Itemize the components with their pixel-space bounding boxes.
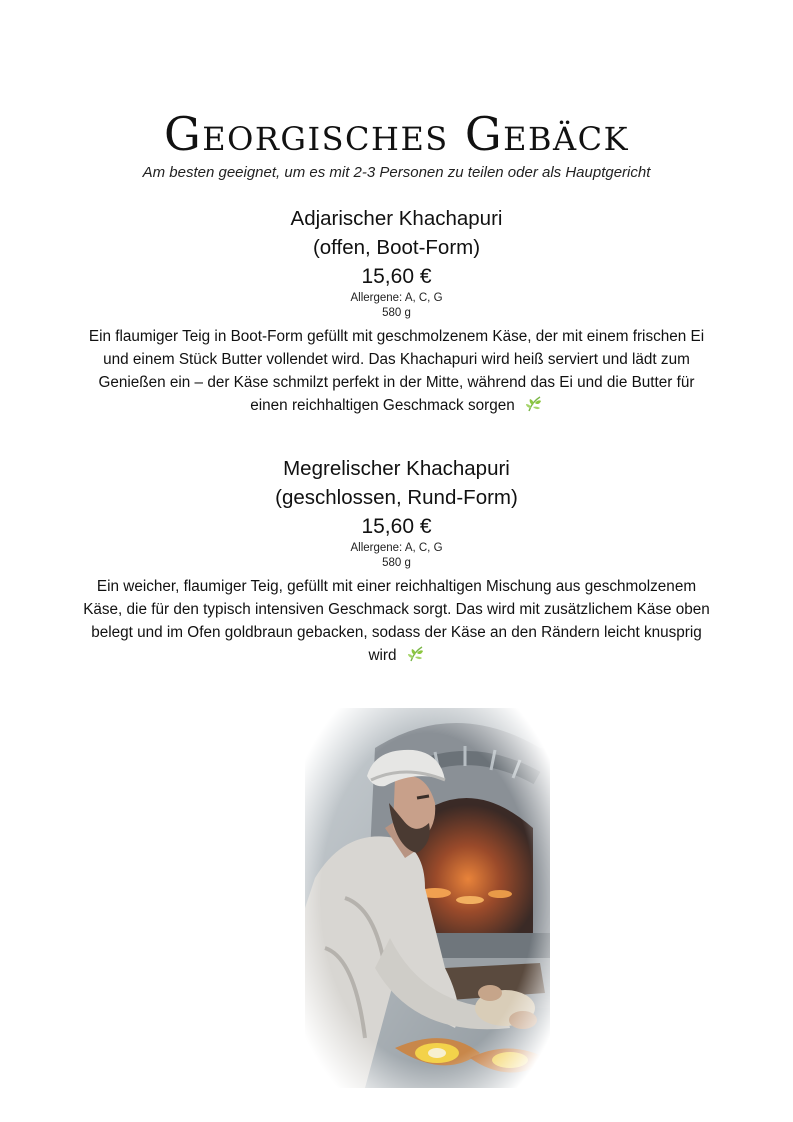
menu-item-adjarischer-khachapuri [80,204,713,420]
baker-painting-image [305,708,550,1088]
item-price: 15,60 € [361,265,432,288]
item-description [80,325,713,420]
item-subtitle: (offen, Boot-Form) [312,236,481,259]
vegetarian-leaf-icon [407,645,425,670]
item-weight: 580 g [382,307,411,319]
item-name: Megrelischer Khachapuri [283,457,510,480]
vegetarian-leaf-icon [525,395,543,420]
item-name: Adjarischer Khachapuri [290,207,503,230]
page-subtitle: Am besten geeignet, um es mit 2-3 Personen zu teilen oder als Hauptgericht [142,164,651,181]
item-weight: 580 g [382,557,411,569]
item-price: 15,60 € [361,515,432,538]
item-allergens: Allergene: A, C, G [350,292,443,304]
item-allergens: Allergene: A, C, G [350,542,443,554]
item-description-text: Ein flaumiger Teig in Boot-Form gefüllt mit geschmolzenem Käse, der mit einem frischen Ei und einem Stück Butter vollendet wird. Das Khachapuri wird heiß serviert und lädt zum Genießen ein – der Käse schmilzt perfekt in der Mitte, während das Ei und die Butter für einen reichhaltigen Geschmack sorgen [88,328,705,414]
item-description-text: Ein weicher, flaumiger Teig, gefüllt mit einer reichhaltigen Mischung aus geschmolzenem Käse, die für den typisch intensiven Geschmack sorgt. Das wird mit zusätzlichem Käse oben belegt und im Ofen goldbraun gebacken, sodass der Käse an den Rändern leicht knusprig wird [83,578,710,664]
item-subtitle: (geschlossen, Rund-Form) [275,486,518,509]
menu-item-megrelischer-khachapuri [80,454,713,670]
item-description [80,575,713,670]
page-title: Georgisches Gebäck [164,107,629,161]
